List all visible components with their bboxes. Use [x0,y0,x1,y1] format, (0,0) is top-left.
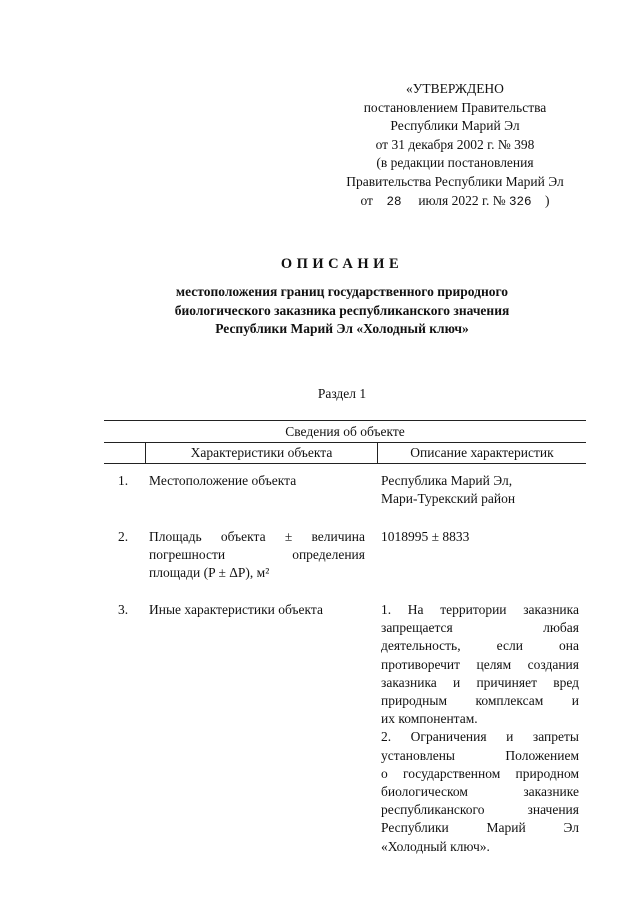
subtitle-line: Республики Марий Эл «Холодный ключ» [215,321,469,336]
approval-date-prefix: от [360,192,373,208]
approval-line: от 31 декабря 2002 г. № 398 [375,136,535,152]
description-line: природным комплексам и [381,693,579,709]
description-line: о государственном природном [381,765,579,781]
approval-line: «УТВЕРЖДЕНО [406,81,504,96]
approval-line: Правительства Республики Марий Эл [346,173,564,189]
section-title: Раздел 1 [317,386,367,401]
approval-stamp [300,80,610,211]
description-line: 2. Ограничения и запреты [381,729,579,745]
subtitle-line: биологического заказника республиканского значения [174,302,510,318]
document-subtitle [110,283,574,339]
row-number: 1. [118,473,129,488]
row-characteristic [149,528,365,583]
column-header-characteristics: Характеристики объекта [190,445,333,460]
characteristic-line: погрешности определения [149,547,365,563]
description-line: биологическом заказнике [381,784,579,800]
row-description [381,601,579,856]
description-line: «Холодный ключ». [381,838,490,854]
document-title: ОПИСАНИЕ [280,256,404,272]
description-line: Республики Марий Эл [381,820,579,836]
table-caption: Сведения об объекте [285,424,405,439]
description-line: республиканского значения [381,802,579,818]
approval-line: постановлением Правительства [363,99,547,115]
approval-line: (в редакции постановления [376,155,534,171]
description-line: 1. На территории заказника [381,602,579,617]
approval-number: 326 [509,194,532,209]
approval-date-suffix: ) [545,192,550,208]
description-line: установлены Положением [381,747,579,763]
row-number: 3. [118,602,129,617]
row-characteristic: Иные характеристики объекта [149,602,323,617]
row-description: 1018995 ± 8833 [381,529,470,544]
description-line: противоречит целям создания [381,656,579,672]
description-line: запрещается любая [381,620,579,636]
row-characteristic: Местоположение объекта [149,473,297,488]
table-header-border [104,463,586,464]
approval-line-date [300,192,610,212]
row-number: 2. [118,529,129,544]
description-line: Республика Марий Эл, [381,473,513,488]
table-caption-border [104,442,586,443]
approval-line: Республики Марий Эл [390,118,520,134]
characteristic-line: площади (P ± ΔP), м² [149,565,270,581]
row-description [381,472,581,508]
column-header-description: Описание характеристик [410,445,554,460]
characteristic-line: Площадь объекта ± величина [149,529,365,544]
approval-day: 28 [386,194,402,209]
description-line: Мари-Турекский район [381,491,516,507]
description-line: заказника и причиняет вред [381,674,579,690]
approval-date-middle: июля 2022 г. № [418,192,506,208]
subtitle-line: местоположения границ государственного природного [175,284,509,299]
table-top-border [104,420,586,421]
description-line: деятельность, если она [381,638,579,654]
description-line: их компонентам. [381,711,478,727]
